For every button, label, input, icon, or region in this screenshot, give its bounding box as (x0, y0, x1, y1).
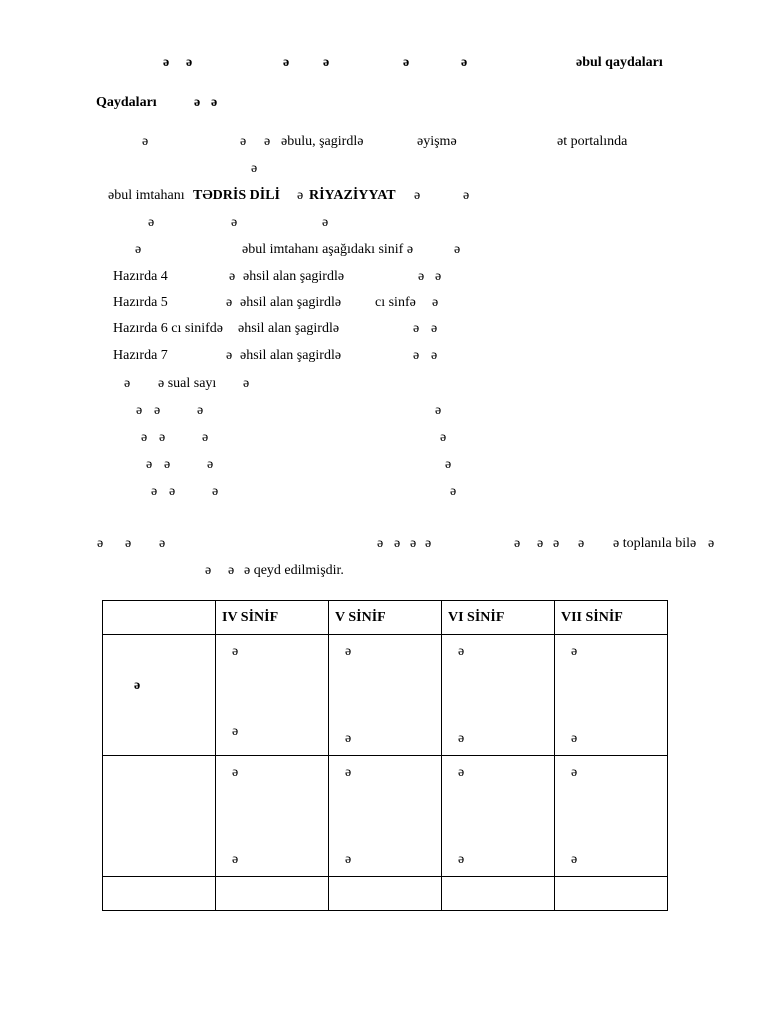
ind-4-d: ə (450, 484, 457, 499)
l1-mark-3: ə (264, 134, 271, 149)
ind-1-b: ə (154, 403, 161, 418)
cell-mark: ə (571, 644, 578, 659)
hazirda-4-label: Hazırda 7 (113, 348, 168, 363)
p2-m9: ə (537, 536, 544, 551)
ind-3-b: ə (164, 457, 171, 472)
cell-mark: ə (345, 731, 352, 746)
table-cell (442, 756, 555, 877)
table-cell (329, 635, 442, 756)
p2-text: ə toplanıla bilə (613, 536, 697, 551)
p2-m1: ə (97, 536, 104, 551)
title-mark-6: ə (461, 55, 468, 70)
hazirda-4-mark: ə (226, 348, 233, 363)
table-cell (103, 756, 216, 877)
p2-m2: ə (125, 536, 132, 551)
l4-mark-1: ə (148, 215, 155, 230)
hazirda-1-label: Hazırda 4 (113, 269, 168, 284)
l4-mark-2: ə (231, 215, 238, 230)
hazirda-1-text: əhsil alan şagirdlə (243, 269, 345, 284)
hazirda-2-mark-2: ə (432, 295, 439, 310)
cell-mark: ə (571, 765, 578, 780)
cell-mark: ə (458, 644, 465, 659)
l1-text-3: ət portalında (557, 134, 628, 149)
ind-2-a: ə (141, 430, 148, 445)
p2-m12: ə (708, 536, 715, 551)
ind-4-b: ə (169, 484, 176, 499)
p2-m3: ə (159, 536, 166, 551)
page-title: əbul qaydaları (576, 55, 663, 70)
sual-mark-1: ə (124, 376, 131, 391)
table-row (103, 877, 668, 911)
hazirda-3-text: əhsil alan şagirdlə (238, 321, 340, 336)
cell-mark: ə (232, 765, 239, 780)
header-grade-5: V SİNİF (329, 601, 442, 635)
hazirda-1-mark-2: ə (418, 269, 425, 284)
cell-mark: ə (571, 852, 578, 867)
l2-mark: ə (251, 161, 258, 176)
p2-l2-text: ə qeyd edilmişdir. (244, 563, 344, 578)
p2-l2-m2: ə (228, 563, 235, 578)
table-cell (216, 877, 329, 911)
l3-tail-2: ə (463, 188, 470, 203)
l3-mark: ə (297, 188, 304, 203)
l5-text: əbul imtahanı aşağıdakı sinif ə (242, 242, 414, 257)
table-cell (216, 635, 329, 756)
heading-mark-2: ə (211, 95, 218, 110)
cell-mark: ə (232, 852, 239, 867)
header-grade-7: VII SİNİF (555, 601, 668, 635)
table-cell (555, 756, 668, 877)
subject-2: RİYAZİYYAT (309, 188, 396, 203)
ind-1-d: ə (435, 403, 442, 418)
ind-4-a: ə (151, 484, 158, 499)
p2-l2-m1: ə (205, 563, 212, 578)
ind-3-d: ə (445, 457, 452, 472)
title-mark-5: ə (403, 55, 410, 70)
l1-text-2: əyişmə (417, 134, 457, 149)
l3-text: əbul imtahanı (108, 188, 185, 203)
hazirda-1-mark-3: ə (435, 269, 442, 284)
heading-mark-1: ə (194, 95, 201, 110)
ind-2-d: ə (440, 430, 447, 445)
table-cell (442, 877, 555, 911)
p2-m5: ə (394, 536, 401, 551)
ind-2-b: ə (159, 430, 166, 445)
section-heading: Qaydaları (96, 95, 157, 110)
l1-text-1: əbulu, şagirdlə (281, 134, 364, 149)
hazirda-2-label: Hazırda 5 (113, 295, 168, 310)
table-row (103, 635, 668, 756)
header-grade-6: VI SİNİF (442, 601, 555, 635)
table-cell (442, 635, 555, 756)
sual-mark-2: ə (243, 376, 250, 391)
cell-mark: ə (345, 644, 352, 659)
ind-1-a: ə (136, 403, 143, 418)
hazirda-2-mark: ə (226, 295, 233, 310)
hazirda-4-mark-2: ə (413, 348, 420, 363)
p2-m7: ə (425, 536, 432, 551)
cell-mark: ə (345, 765, 352, 780)
hazirda-4-text: əhsil alan şagirdlə (240, 348, 342, 363)
hazirda-3-mark-3: ə (431, 321, 438, 336)
hazirda-3-label: Hazırda 6 cı sinifdə (113, 321, 224, 336)
p2-m10: ə (553, 536, 560, 551)
cell-mark: ə (458, 765, 465, 780)
table-cell (329, 877, 442, 911)
table-cell (555, 877, 668, 911)
ind-3-a: ə (146, 457, 153, 472)
ind-1-c: ə (197, 403, 204, 418)
cell-mark: ə (458, 731, 465, 746)
p2-m8: ə (514, 536, 521, 551)
l5-mark-1: ə (135, 242, 142, 257)
row-label: ə (134, 678, 141, 693)
subject-1: TƏDRİS DİLİ (193, 188, 280, 203)
header-grade-4: IV SİNİF (216, 601, 329, 635)
l3-tail-1: ə (414, 188, 421, 203)
cell-mark: ə (571, 731, 578, 746)
header-empty (103, 601, 216, 635)
table-row (103, 756, 668, 877)
ind-4-c: ə (212, 484, 219, 499)
table-cell (555, 635, 668, 756)
p2-m6: ə (410, 536, 417, 551)
title-mark-2: ə (186, 55, 193, 70)
l5-mark-2: ə (454, 242, 461, 257)
sual-text: ə sual sayı (158, 376, 217, 391)
cell-mark: ə (458, 852, 465, 867)
results-table (102, 600, 668, 911)
cell-mark: ə (345, 852, 352, 867)
l1-mark-1: ə (142, 134, 149, 149)
hazirda-4-mark-3: ə (431, 348, 438, 363)
table-cell (216, 756, 329, 877)
table-cell (103, 877, 216, 911)
l1-mark-2: ə (240, 134, 247, 149)
ind-2-c: ə (202, 430, 209, 445)
table-cell (103, 635, 216, 756)
hazirda-1-mark: ə (229, 269, 236, 284)
p2-m11: ə (578, 536, 585, 551)
table-cell (329, 756, 442, 877)
cell-mark: ə (232, 724, 239, 739)
title-mark-3: ə (283, 55, 290, 70)
hazirda-2-text-2: cı sinfə (375, 295, 416, 310)
title-mark-1: ə (163, 55, 170, 70)
l4-mark-3: ə (322, 215, 329, 230)
ind-3-c: ə (207, 457, 214, 472)
cell-mark: ə (232, 644, 239, 659)
table-header-row (103, 601, 668, 635)
title-mark-4: ə (323, 55, 330, 70)
hazirda-2-text: əhsil alan şagirdlə (240, 295, 342, 310)
p2-m4: ə (377, 536, 384, 551)
hazirda-3-mark-2: ə (413, 321, 420, 336)
